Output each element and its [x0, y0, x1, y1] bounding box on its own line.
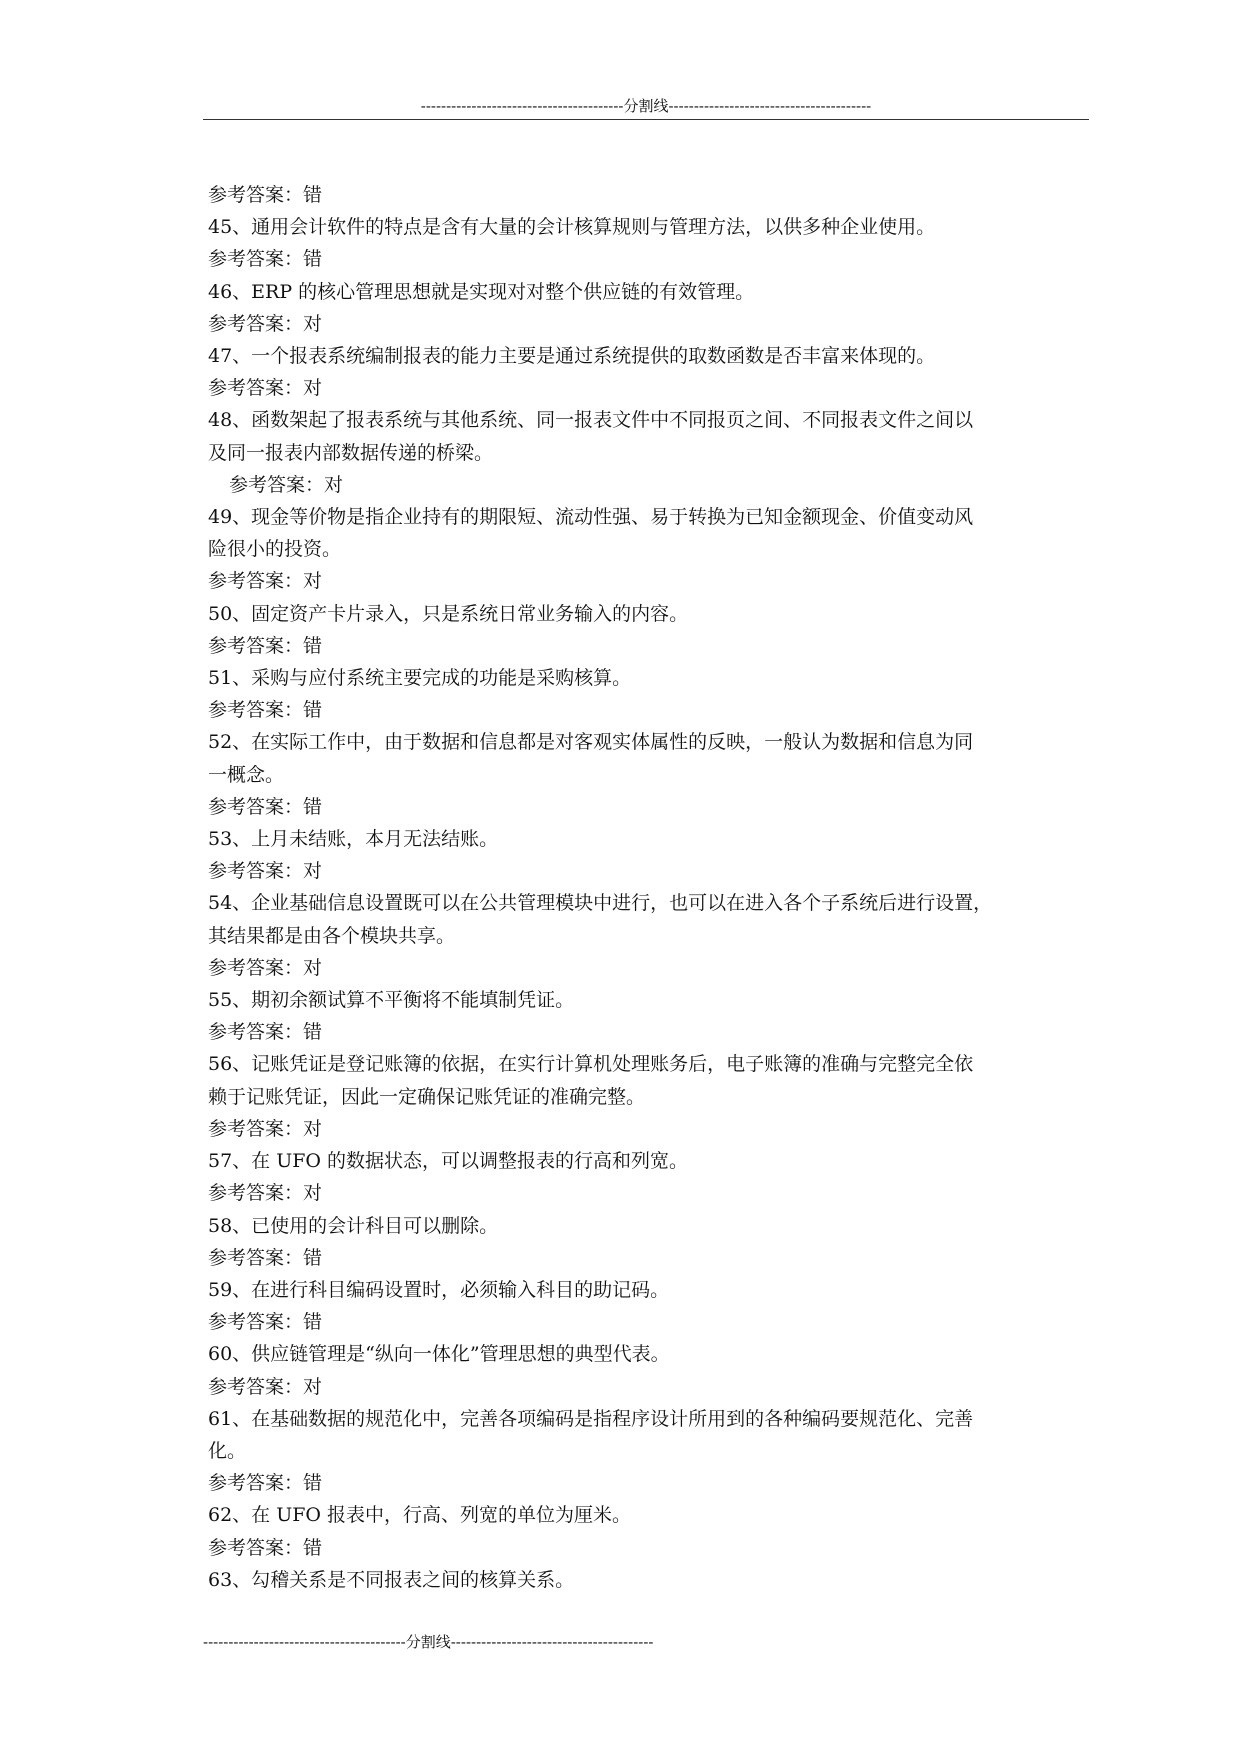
text-line: 参考答案：错 — [208, 248, 323, 271]
text-line: 45、通用会计软件的特点是含有大量的会计核算规则与管理方法，以供多种企业使用。 — [208, 216, 936, 239]
header-rule — [203, 119, 1089, 120]
text-line: 参考答案：错 — [208, 1311, 323, 1334]
text-line: 47、一个报表系统编制报表的能力主要是通过系统提供的取数函数是否丰富来体现的。 — [208, 345, 936, 368]
text-line: 参考答案：错 — [208, 1021, 323, 1044]
text-line: 参考答案：错 — [208, 795, 323, 818]
text-line: 险很小的投资。 — [208, 538, 342, 561]
text-line: 参考答案：错 — [208, 1536, 323, 1559]
question-list — [208, 179, 1088, 1596]
text-line: 62、在 UFO 报表中，行高、列宽的单位为厘米。 — [208, 1504, 632, 1527]
text-line: 其结果都是由各个模块共享。 — [208, 924, 456, 947]
text-line: 56、记账凭证是登记账簿的依据，在实行计算机处理账务后，电子账簿的准确与完整完全依 — [208, 1053, 974, 1076]
text-line: 参考答案：对 — [208, 312, 323, 335]
footer-divider: ----------------------------------------分割线---------------------------------------- — [203, 1633, 654, 1651]
text-line: 参考答案：对 — [208, 956, 323, 979]
text-line: 及同一报表内部数据传递的桥梁。 — [208, 441, 494, 464]
text-line: 参考答案：对 — [208, 570, 323, 593]
text-line: 51、采购与应付系统主要完成的功能是采购核算。 — [208, 667, 632, 690]
text-line: 参考答案：对 — [208, 860, 323, 883]
text-line: 48、函数架起了报表系统与其他系统、同一报表文件中不同报页之间、不同报表文件之间以 — [208, 409, 974, 432]
text-line: 参考答案：对 — [208, 1182, 323, 1205]
text-line: 53、上月未结账，本月无法结账。 — [208, 828, 499, 851]
text-line: 52、在实际工作中，由于数据和信息都是对客观实体属性的反映，一般认为数据和信息为同 — [208, 731, 974, 754]
text-line: 59、在进行科目编码设置时，必须输入科目的助记码。 — [208, 1278, 670, 1301]
text-line: 61、在基础数据的规范化中，完善各项编码是指程序设计所用到的各种编码要规范化、完善 — [208, 1407, 974, 1430]
text-line: 49、现金等价物是指企业持有的期限短、流动性强、易于转换为已知金额现金、价值变动风 — [208, 506, 974, 529]
text-line: 50、固定资产卡片录入，只是系统日常业务输入的内容。 — [208, 602, 689, 625]
text-line: 58、已使用的会计科目可以删除。 — [208, 1214, 499, 1237]
text-line: 60、供应链管理是“纵向一体化”管理思想的典型代表。 — [208, 1343, 670, 1366]
text-line: 参考答案：错 — [208, 184, 323, 206]
text-line: 参考答案：错 — [208, 699, 323, 722]
text-line: 参考答案：对 — [208, 1117, 323, 1140]
text-line: 参考答案：错 — [208, 1472, 323, 1495]
text-line: 参考答案：对 — [229, 473, 344, 496]
text-line: 55、期初余额试算不平衡将不能填制凭证。 — [208, 989, 575, 1012]
text-line: 一概念。 — [208, 763, 285, 786]
text-line: 参考答案：错 — [208, 1246, 323, 1269]
header-divider: ----------------------------------------分割线---------------------------------------- — [420, 97, 872, 115]
text-line: 57、在 UFO 的数据状态，可以调整报表的行高和列宽。 — [208, 1150, 689, 1173]
text-line: 46、ERP 的核心管理思想就是实现对对整个供应链的有效管理。 — [208, 280, 755, 303]
text-line: 赖于记账凭证，因此一定确保记账凭证的准确完整。 — [208, 1085, 646, 1108]
text-line: 化。 — [208, 1439, 247, 1462]
text-line: 参考答案：错 — [208, 634, 323, 657]
text-line: 63、勾稽关系是不同报表之间的核算关系。 — [208, 1568, 575, 1591]
text-line: 54、企业基础信息设置既可以在公共管理模块中进行，也可以在进入各个子系统后进行设置， — [208, 892, 993, 915]
text-line: 参考答案：对 — [208, 1375, 323, 1398]
text-line: 参考答案：对 — [208, 377, 323, 400]
